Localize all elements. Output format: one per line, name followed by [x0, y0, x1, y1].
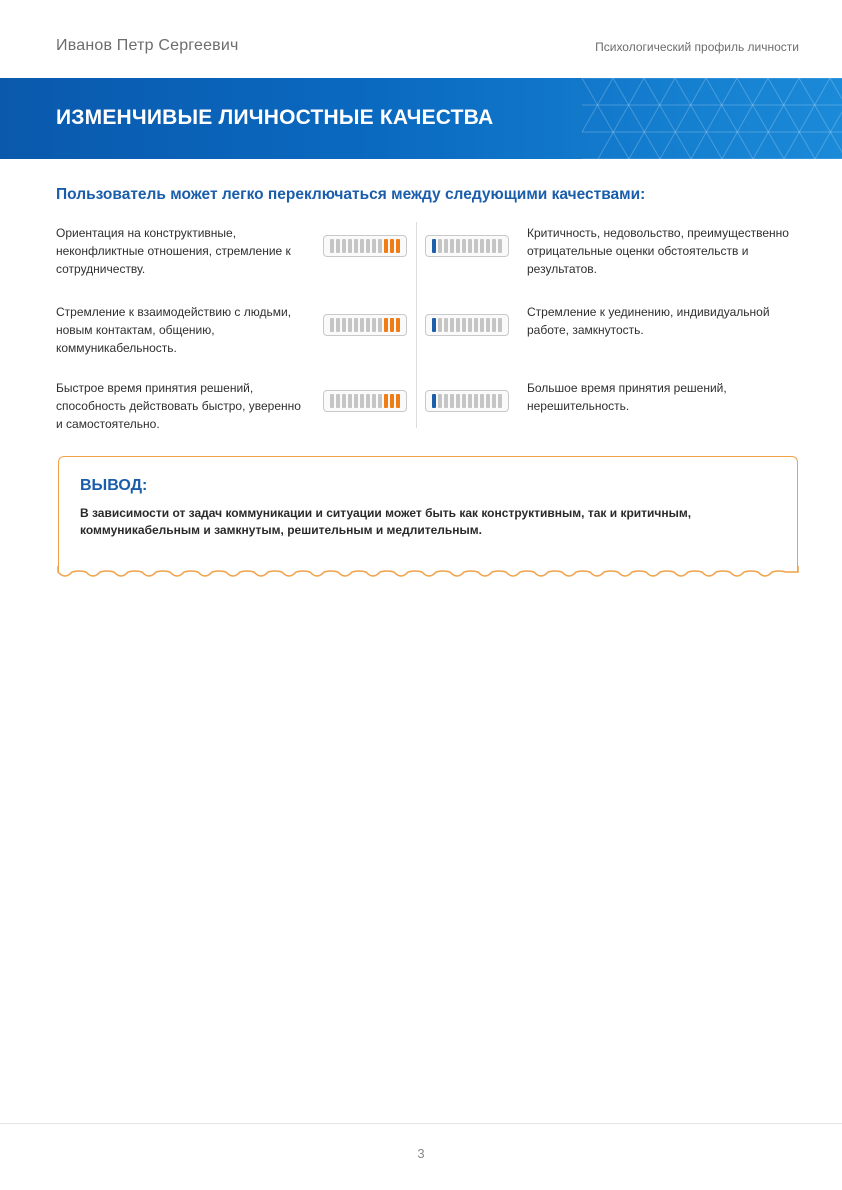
level-segment [450, 239, 454, 253]
level-segment [396, 318, 400, 332]
quality-row [56, 301, 798, 361]
level-segment [336, 239, 340, 253]
quality-row [56, 377, 798, 437]
right-level-bar [425, 390, 509, 412]
level-segment [330, 239, 334, 253]
conclusion-text: В зависимости от задач коммуникации и ситуации может быть как конструктивным, так и критичным, коммуникабельным и замкнутым, решительным и медлительным. [80, 506, 692, 537]
qualities-grid [56, 222, 798, 431]
level-segment [480, 394, 484, 408]
level-segment [336, 318, 340, 332]
level-segment [432, 318, 436, 332]
level-segment [462, 239, 466, 253]
level-segment [480, 318, 484, 332]
level-segment [366, 318, 370, 332]
level-segment [354, 318, 358, 332]
left-level-bar [323, 390, 407, 412]
wavy-border-decoration [57, 566, 799, 582]
level-segment [444, 318, 448, 332]
page-header [0, 0, 842, 78]
section-title: ИЗМЕНЧИВЫЕ ЛИЧНОСТНЫЕ КАЧЕСТВА [56, 106, 494, 129]
left-level-bar [323, 314, 407, 336]
level-segment [468, 318, 472, 332]
page-number: 3 [417, 1146, 425, 1161]
section-subtitle: Пользователь может легко переключаться между следующими качествами: [56, 186, 646, 203]
level-segment [348, 394, 352, 408]
level-segment [456, 239, 460, 253]
level-segment [366, 239, 370, 253]
level-segment [444, 239, 448, 253]
level-segment [360, 394, 364, 408]
level-segment [456, 318, 460, 332]
right-quality-text: Большое время принятия решений, нерешительность. [527, 381, 727, 413]
level-segment [462, 318, 466, 332]
level-segment [438, 239, 442, 253]
level-segment [498, 239, 502, 253]
level-segment [468, 239, 472, 253]
level-segment [432, 394, 436, 408]
conclusion-title: ВЫВОД: [80, 477, 148, 494]
level-segment [444, 394, 448, 408]
level-segment [342, 239, 346, 253]
level-segment [348, 318, 352, 332]
level-segment [432, 239, 436, 253]
triangle-pattern-decoration [582, 78, 842, 159]
right-quality-text: Стремление к уединению, индивидуальной работе, замкнутость. [527, 305, 770, 337]
level-segment [498, 394, 502, 408]
level-segment [360, 239, 364, 253]
level-segment [390, 394, 394, 408]
level-segment [390, 318, 394, 332]
level-segment [450, 318, 454, 332]
right-level-bar [425, 235, 509, 257]
level-segment [378, 394, 382, 408]
document-title: Психологический профиль личности [595, 40, 799, 54]
left-level-bar [323, 235, 407, 257]
level-segment [492, 239, 496, 253]
footer-divider [0, 1123, 842, 1124]
conclusion-box [58, 456, 798, 572]
level-segment [492, 394, 496, 408]
level-segment [366, 394, 370, 408]
level-segment [372, 239, 376, 253]
level-segment [378, 318, 382, 332]
level-segment [330, 394, 334, 408]
level-segment [372, 318, 376, 332]
level-segment [456, 394, 460, 408]
level-segment [498, 318, 502, 332]
quality-row [56, 222, 798, 282]
level-segment [396, 239, 400, 253]
level-segment [384, 318, 388, 332]
level-segment [384, 239, 388, 253]
level-segment [378, 239, 382, 253]
level-segment [372, 394, 376, 408]
level-segment [450, 394, 454, 408]
level-segment [348, 239, 352, 253]
level-segment [474, 318, 478, 332]
level-segment [390, 239, 394, 253]
level-segment [330, 318, 334, 332]
left-quality-text: Ориентация на конструктивные, неконфликтные отношения, стремление к сотрудничеству. [56, 226, 291, 276]
level-segment [396, 394, 400, 408]
level-segment [492, 318, 496, 332]
level-segment [462, 394, 466, 408]
level-segment [438, 394, 442, 408]
section-banner [0, 78, 842, 159]
author-name: Иванов Петр Сергеевич [56, 37, 239, 54]
level-segment [486, 239, 490, 253]
level-segment [486, 318, 490, 332]
level-segment [438, 318, 442, 332]
left-quality-text: Быстрое время принятия решений, способность действовать быстро, уверенно и самостоятельно. [56, 381, 301, 431]
level-segment [354, 239, 358, 253]
level-segment [354, 394, 358, 408]
level-segment [474, 239, 478, 253]
left-quality-text: Стремление к взаимодействию с людьми, новым контактам, общению, коммуникабельность. [56, 305, 292, 355]
level-segment [384, 394, 388, 408]
right-level-bar [425, 314, 509, 336]
level-segment [468, 394, 472, 408]
level-segment [342, 318, 346, 332]
right-quality-text: Критичность, недовольство, преимущественно отрицательные оценки обстоятельств и результатов. [527, 226, 789, 276]
level-segment [474, 394, 478, 408]
level-segment [336, 394, 340, 408]
level-segment [342, 394, 346, 408]
level-segment [480, 239, 484, 253]
level-segment [486, 394, 490, 408]
level-segment [360, 318, 364, 332]
